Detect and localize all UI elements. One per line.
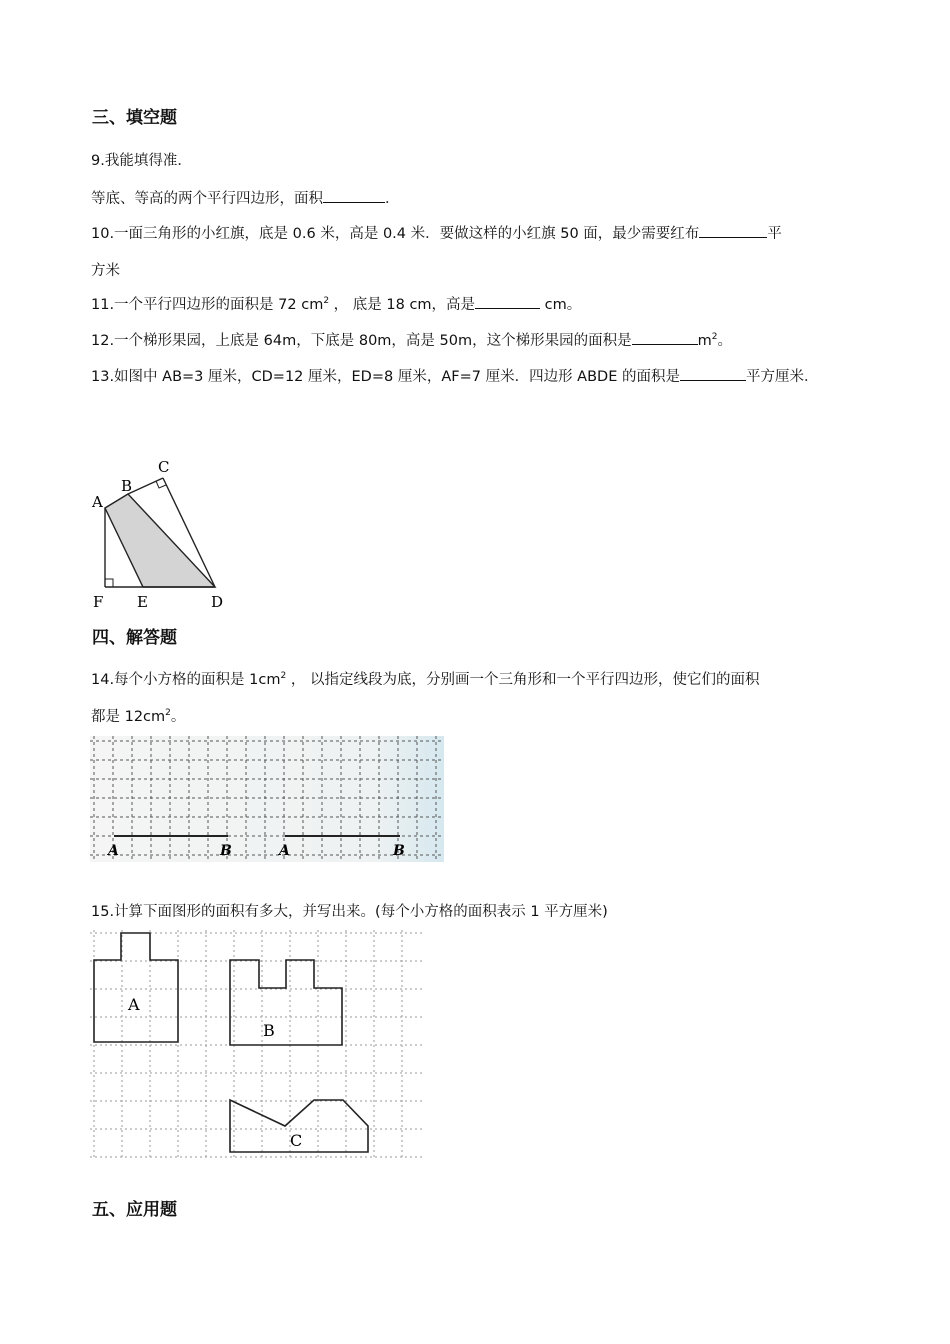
q13-text-after: 平方厘米．: [745, 369, 819, 385]
q10-text-after: 平: [767, 226, 782, 242]
q14-text-line2-a: 都是 12cm: [91, 709, 166, 725]
right-angle-mark-f: [105, 579, 113, 587]
q13-text-before: 13.如图中 AB=3 厘米，CD=12 厘米，ED=8 厘米，AF=7 厘米．四边形 ABDE 的面积是: [91, 369, 680, 385]
label-c: C: [158, 458, 170, 476]
grid14-label-b1: B: [220, 843, 232, 859]
grid15-label-b: B: [263, 1021, 275, 1040]
q14-text-a: 14.每个小方格的面积是 1cm: [91, 672, 281, 688]
q14-sup: 2: [280, 671, 287, 682]
q13-text: [91, 365, 818, 386]
q10-text: [91, 222, 782, 243]
q14-text-line2: [91, 705, 185, 726]
grid14-label-b2: B: [393, 843, 405, 859]
q11-text: [91, 293, 581, 314]
grid14-label-a2: A: [279, 843, 290, 859]
q9-text-before: 等底、等高的两个平行四边形，面积: [91, 191, 323, 207]
q9-answer-blank: [323, 201, 385, 203]
q14-grid: [90, 736, 444, 862]
q12-answer-blank: [632, 343, 698, 345]
q11-text-a: 11.一个平行四边形的面积是 72 cm: [91, 297, 324, 313]
label-b: B: [121, 477, 133, 495]
q12-text-before: 12.一个梯形果园，上底是 64m，下底是 80m，高是 50m，这个梯形果园的面积是: [91, 333, 632, 349]
q11-text-after: cm。: [540, 297, 582, 313]
shaded-quadrilateral-abde: [105, 494, 215, 587]
q11-answer-blank: [475, 307, 540, 309]
label-a: A: [92, 493, 103, 511]
q12-text: [91, 329, 732, 350]
q11-sup: 2: [323, 296, 330, 307]
q15-grid: [90, 930, 424, 1158]
q12-unit: m: [697, 333, 712, 349]
q14-sup2: 2: [165, 708, 171, 719]
section-5-heading: 五、应用题: [92, 1200, 177, 1220]
q12-sup: 2: [711, 332, 718, 343]
section-4-heading: 四、解答题: [92, 628, 177, 648]
section-3-heading: 三、填空题: [92, 108, 177, 128]
q10-text-before: 10.一面三角形的小红旗，底是 0.6 米，高是 0.4 米．要做这样的小红旗 50 面，最少需要红布: [91, 226, 700, 242]
q14-text-b: ， 以指定线段为底，分别画一个三角形和一个平行四边形，使它们的面积: [286, 672, 760, 688]
q10-answer-blank: [699, 236, 767, 238]
q9-text-after: ．: [385, 191, 400, 207]
label-e: E: [137, 593, 148, 611]
q9-text: [91, 187, 400, 208]
label-f: F: [93, 593, 104, 611]
q11-text-b: ， 底是 18 cm，高是: [329, 297, 476, 313]
grid15-label-c: C: [290, 1131, 303, 1150]
grid15-label-a: A: [128, 995, 140, 1014]
label-d: D: [211, 593, 224, 611]
q14-text-line2-b: 。: [170, 709, 186, 725]
q13-answer-blank: [680, 379, 746, 381]
q14-text: [91, 668, 759, 689]
q9-intro: 9.我能填得准．: [91, 153, 192, 169]
q12-text-after: 。: [717, 333, 732, 349]
q10-text-line2: 方米: [91, 263, 120, 279]
q13-figure: [88, 455, 238, 615]
q15-text: 15.计算下面图形的面积有多大，并写出来。(每个小方格的面积表示 1 平方厘米): [91, 904, 608, 920]
grid14-label-a1: A: [108, 843, 119, 859]
